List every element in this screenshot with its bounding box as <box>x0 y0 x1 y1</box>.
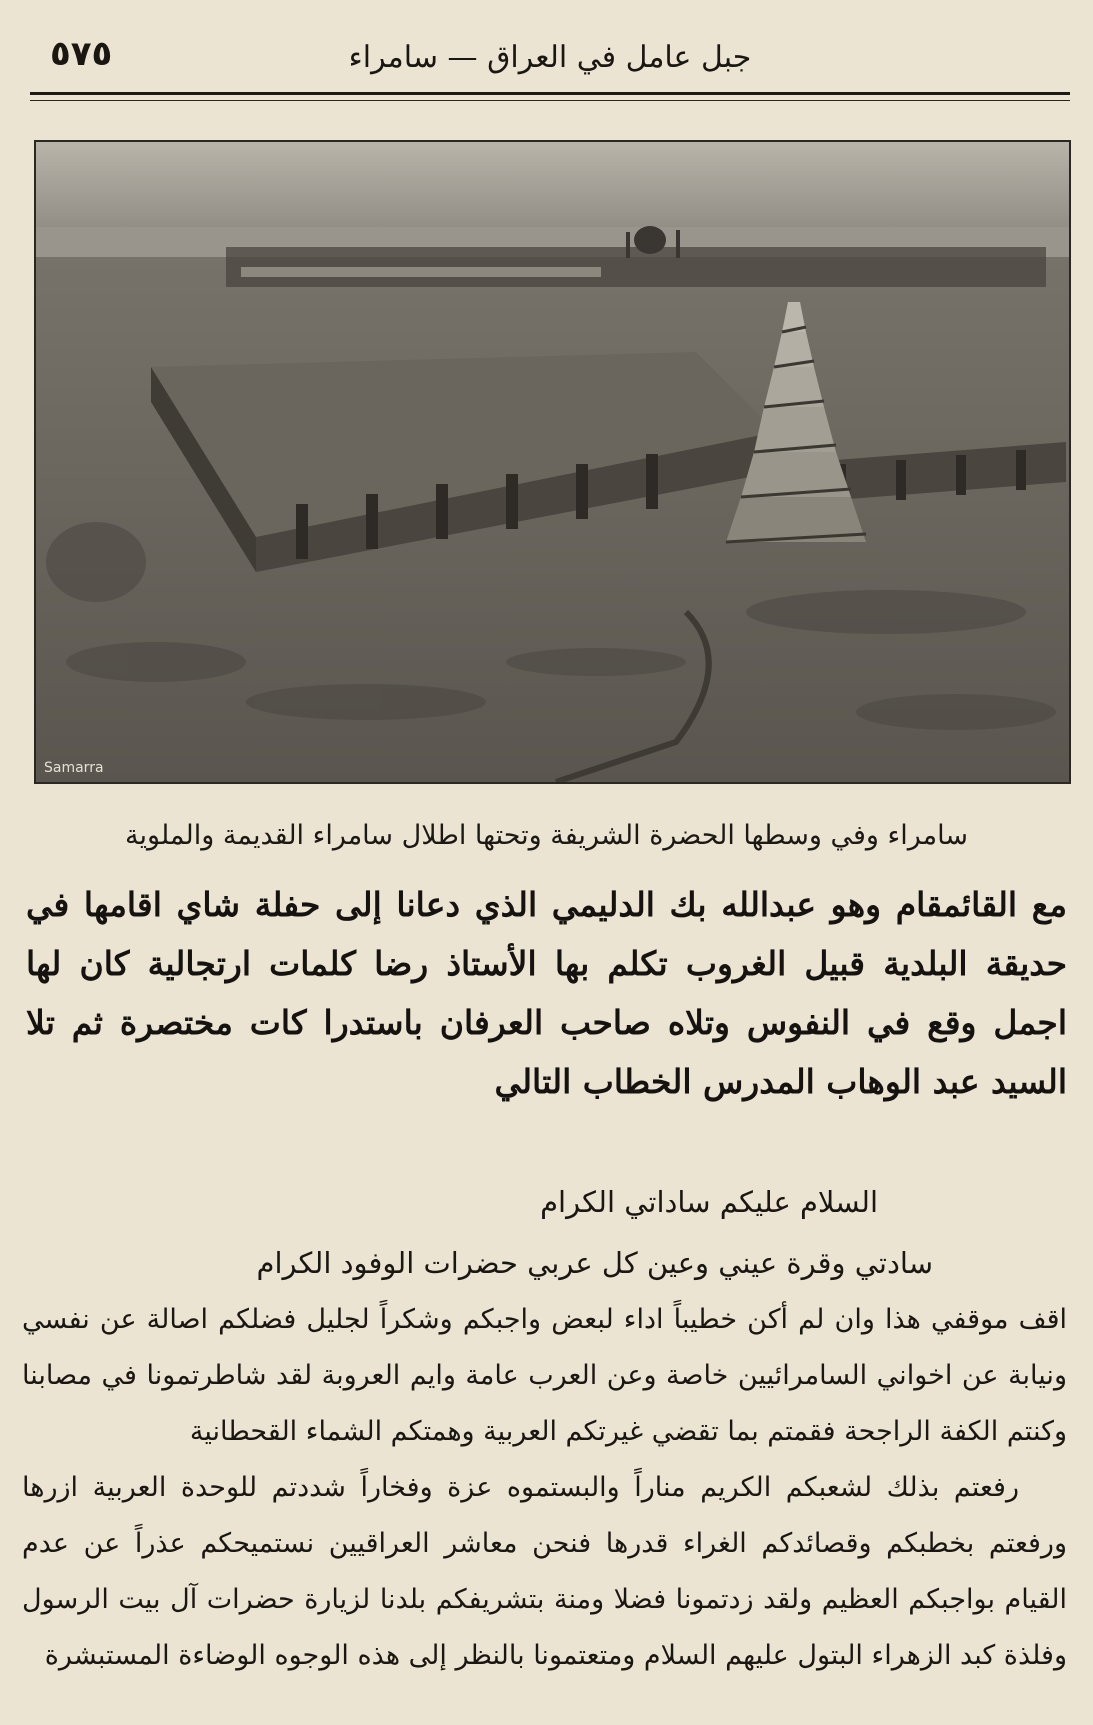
header-rule-thin <box>30 100 1070 101</box>
speech-greeting: السلام عليكم ساداتي الكرام <box>540 1185 878 1219</box>
photo-caption: سامراء وفي وسطها الحضرة الشريفة وتحتها اطلال سامراء القديمة والملوية <box>125 820 968 851</box>
page-number: ٥٧٥ <box>50 34 113 74</box>
page-header <box>30 30 1070 90</box>
speech-paragraph-2: رفعتم بذلك لشعبكم الكريم مناراً والبستموه عزة وفخاراً شددتم للوحدة العربية ازرها ورفعتم بخطبكم وقصائدكم الغراء قدرها فنحن معاشر العراقيين نستميحكم عذراً عن عدم القيام بواجبكم العظيم ولقد زدتمونا فضلا ومنة بتشريفكم بلدنا لزيارة حضرات آل بيت الرسول وفلذة كبد الزهراء البتول عليهم السلام ومتعتمونا بالنظر إلى هذه الوجوه الوضاءة المستبشرة <box>22 1472 1067 1671</box>
photo-label: Samarra <box>44 760 104 776</box>
speech-text <box>22 1292 1067 1684</box>
body-paragraph: مع القائمقام وهو عبدالله بك الدليمي الذي دعانا إلى حفلة شاي اقامها في حديقة البلدية قبيل الغروب تكلم بها الأستاذ رضا كلمات ارتجالية كان لها اجمل وقع في النفوس وتلاه صاحب العرفان باستدرا كات مختصرة ثم تلا السيد عبد الوهاب المدرس الخطاب التالي <box>26 885 1067 1101</box>
photograph-samarra <box>34 140 1071 784</box>
running-title: جبل عامل في العراق — سامراء <box>348 40 752 75</box>
header-rule <box>30 92 1070 95</box>
photo-illustration <box>36 142 1069 782</box>
speech-paragraph-1: اقف موقفي هذا وان لم أكن خطيباً اداء لبعض واجبكم وشكراً لجليل فضلكم اصالة عن نفسي ونيابة عن اخواني السامرائيين خاصة وعن العرب عامة وايم العروبة لقد شاطرتمونا في مصابنا وكنتم الكفة الراجحة فقمتم بما تقضي غيرتكم العربية وهمتكم الشماء القحطانية <box>22 1304 1067 1447</box>
speech-address: سادتي وقرة عيني وعين كل عربي حضرات الوفود الكرام <box>256 1246 933 1280</box>
